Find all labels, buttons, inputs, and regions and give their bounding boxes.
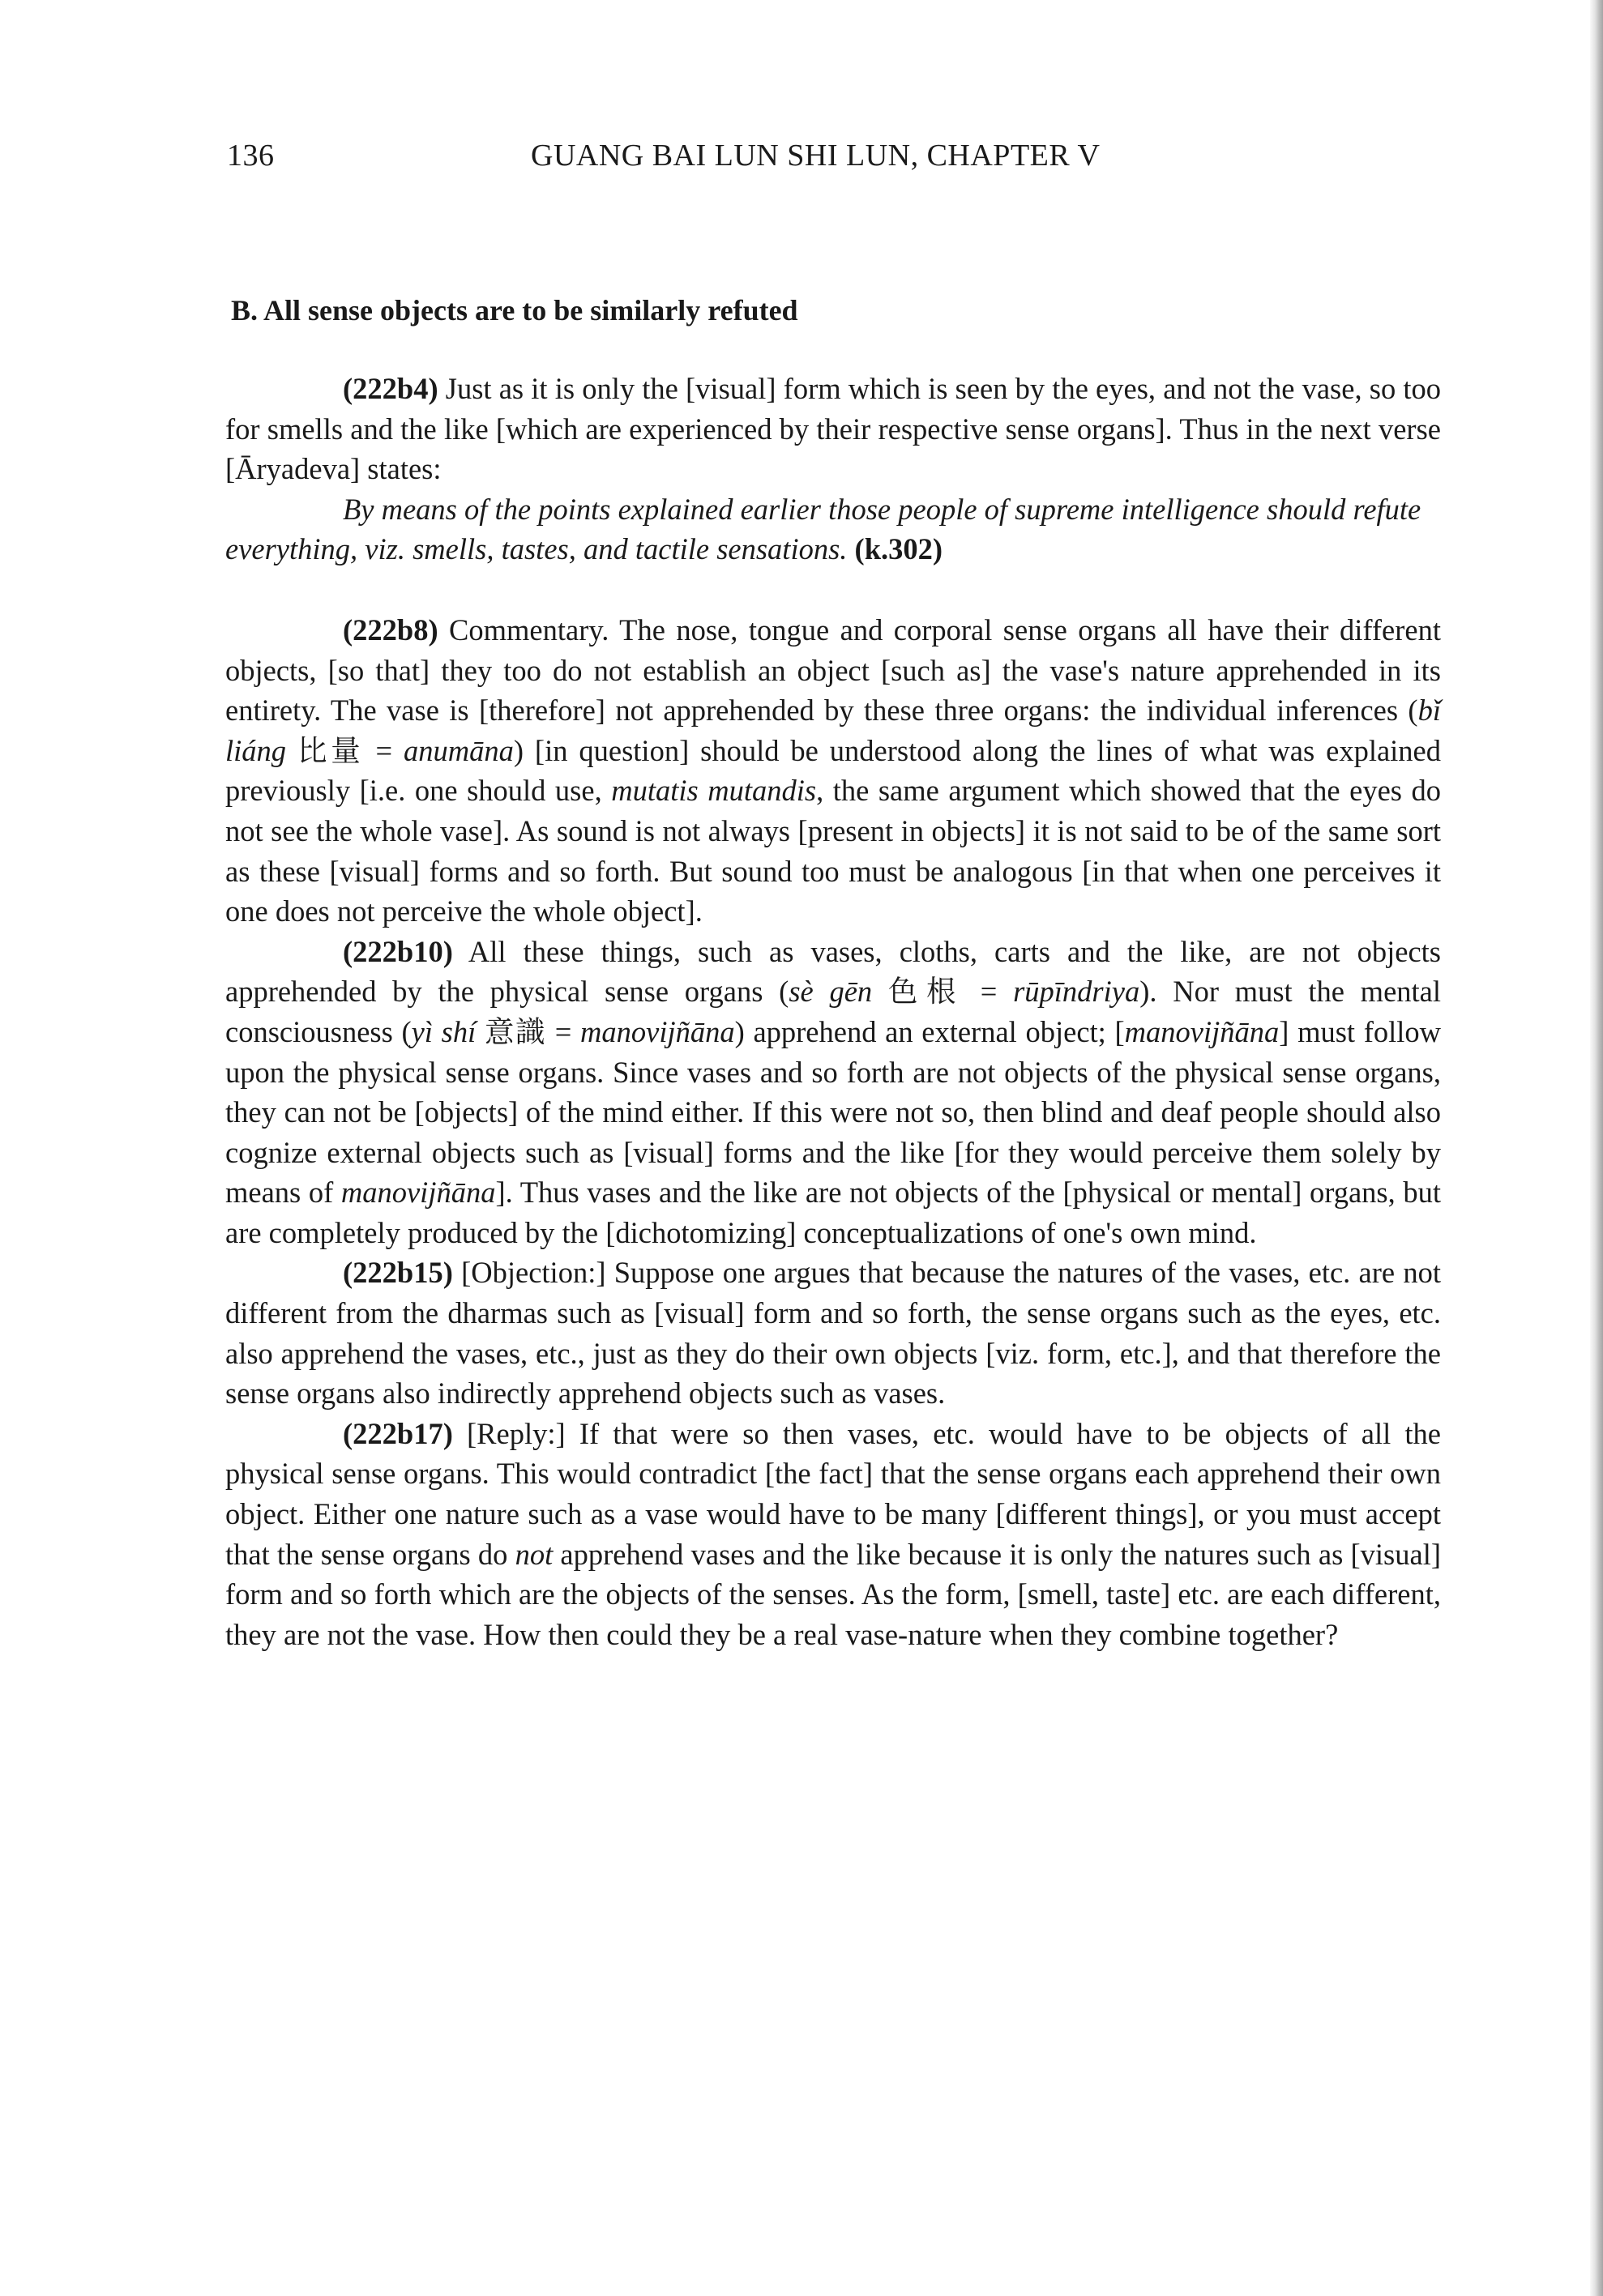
paragraph-222b17 bbox=[225, 1414, 1441, 1655]
latin-phrase: mutatis mutandis bbox=[611, 774, 817, 808]
chinese-term: 比量 bbox=[297, 733, 365, 767]
paragraph-222b15 bbox=[225, 1253, 1441, 1413]
paragraph-text: ). Nor must the mental consciousness ( bbox=[225, 975, 1442, 1048]
scan-edge-shadow bbox=[1590, 0, 1603, 2296]
citation-ref: (222b17) bbox=[343, 1416, 453, 1450]
paragraph-text: Commentary. The nose, tongue and corporal sense organs all have their different objects, [so that] they too do not establish an object [such as] the vase's nature apprehended in its entirety. The vase is [therefore] not apprehended by these three organs: the individual inferences ( bbox=[225, 612, 1441, 728]
paragraph-text: ) [in question] should be understood along the lines of what was explained previously [i.e. one should use, bbox=[225, 733, 1441, 808]
paragraph-text: Just as it is only the [visual] form which is seen by the eyes, and not the vase, so too for smells and the like [which are experienced by their respective sense organs]. Thus in the next verse [Āryadeva] states: bbox=[225, 372, 1441, 486]
sanskrit-term: anumāna bbox=[403, 733, 514, 767]
page-number: 136 bbox=[227, 139, 275, 173]
paragraph-text: [Reply:] If that were so then vases, etc. would have to be objects of all the physical sense organs. This would contradict [the fact] that the sense organs each apprehend their own object. Either one nature such as a vase would have to be many [different things], or you must accept that the sense organs do bbox=[225, 1416, 1441, 1571]
citation-ref: (222b4) bbox=[343, 372, 438, 405]
paragraph-text: [Objection:] Suppose one argues that because the natures of the vases, etc. are not different from the dharmas such as [visual] form and so forth, the sense organs such as the eyes, etc. also apprehend the vases, etc., just as they do their own objects [viz. form, etc.], and that therefore the sense organs also indirectly apprehend objects such as vases. bbox=[225, 1256, 1441, 1410]
section-heading: B. All sense objects are to be similarly refuted bbox=[231, 294, 798, 326]
paragraph-text: ] must follow upon the physical sense organs. Since vases and so forth are not objects of the physical sense organs, they can not be [objects] of the mind either. If this were not so, then blind and deaf people should also cognize external objects such as [visual] forms and the like [for they would perceive them solely by means of bbox=[225, 1014, 1442, 1210]
pinyin-term: bǐ liáng bbox=[225, 693, 1441, 767]
running-header bbox=[227, 138, 1443, 186]
citation-ref: (222b10) bbox=[343, 934, 453, 968]
paragraph-text: , the same argument which showed that the eyes do not see the whole vase]. As sound is not always [present in objects] it is not said to be of the same sort as these [visual] forms and so forth. But sound too must be analogous [in that when one perceives it one does not perceive the whole object]. bbox=[225, 774, 1441, 928]
paragraph-text: ]. Thus vases and the like are not objects of the [physical or mental] organs, but are completely produced by the [dichotomizing] conceptualizations of one's own mind. bbox=[225, 1176, 1441, 1249]
paragraph-text: ) apprehend an external object; [ bbox=[734, 1014, 1125, 1048]
paragraph-222b4 bbox=[225, 369, 1441, 489]
paragraph-text: apprehend vases and the like because it is only the natures such as [visual] form and so forth which are the objects of the senses. As the form, [smell, taste] etc. are each different, they are not the vase. How then could they be a real vase-nature when they combine together? bbox=[225, 1537, 1441, 1651]
verse-quote bbox=[225, 489, 1441, 570]
chinese-term: 意識 bbox=[484, 1014, 547, 1048]
sanskrit-term: manovijñāna bbox=[580, 1014, 735, 1048]
paragraph-222b8 bbox=[225, 610, 1441, 932]
sanskrit-term: manovijñāna bbox=[1124, 1014, 1280, 1048]
chinese-term: 色根 bbox=[887, 975, 965, 1009]
body-text bbox=[225, 369, 1441, 1654]
sanskrit-term: manovijñāna bbox=[340, 1176, 496, 1210]
sanskrit-term: rūpīndriya bbox=[1013, 975, 1140, 1009]
running-title: GUANG BAI LUN SHI LUN, CHAPTER V bbox=[531, 139, 1101, 173]
citation-ref: (222b15) bbox=[343, 1256, 453, 1290]
emphasis: not bbox=[515, 1537, 554, 1571]
paragraph-222b10 bbox=[225, 932, 1441, 1253]
verse-reference: (k.302) bbox=[854, 532, 943, 566]
equals-sign: = bbox=[364, 733, 404, 767]
verse-text: By means of the points explained earlier those people of supreme intelligence should refute everything, viz. smells, tastes, and tactile sensations. bbox=[225, 492, 1421, 566]
pinyin-term: sè gēn bbox=[789, 975, 873, 1009]
citation-ref: (222b8) bbox=[343, 612, 438, 647]
equals-sign: = bbox=[964, 975, 1014, 1009]
pinyin-term: yì shí bbox=[411, 1014, 477, 1048]
equals-sign: = bbox=[546, 1014, 581, 1048]
paragraph-text: All these things, such as vases, cloths, carts and the like, are not objects apprehended by the physical sense organs ( bbox=[225, 934, 1441, 1009]
